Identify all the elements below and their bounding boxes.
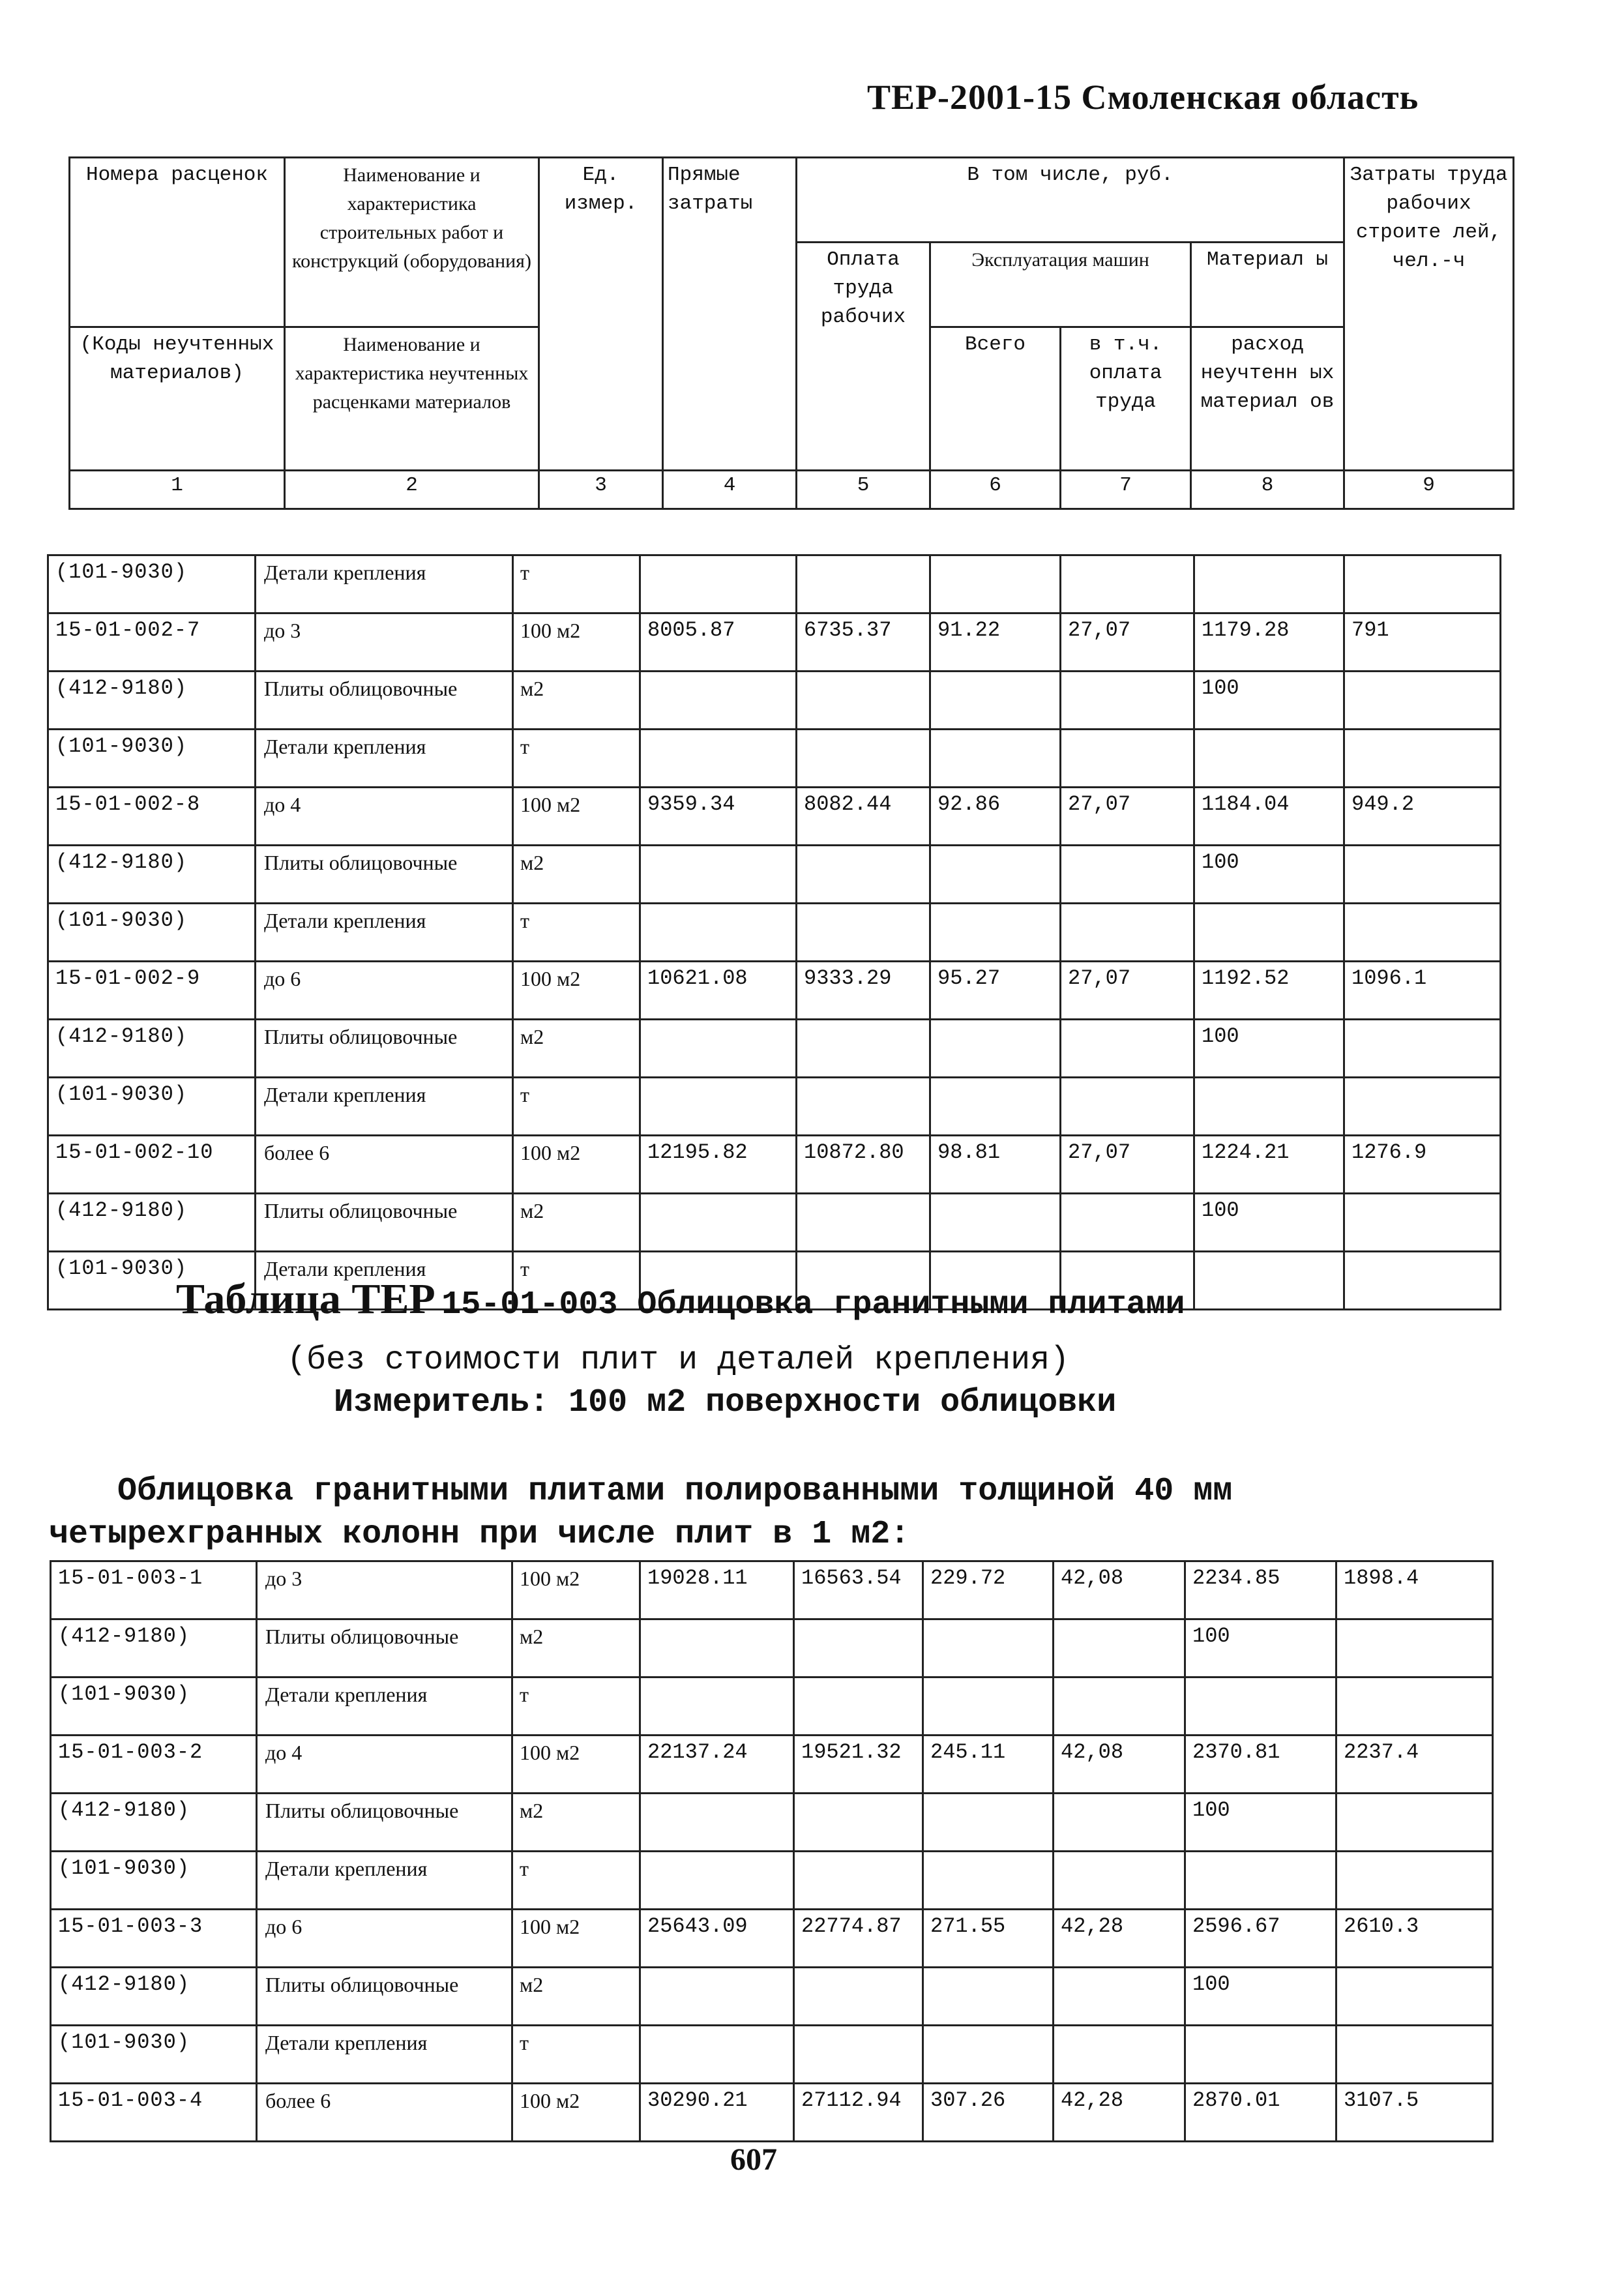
table-cell-col5: 16563.54 [794, 1561, 923, 1619]
table-cell-col4: 12195.82 [640, 1136, 797, 1194]
table-cell-col5: 10872.80 [797, 1136, 930, 1194]
table-cell-col1: (101-9030) [51, 2026, 257, 2084]
table-cell-col3: т [513, 730, 640, 788]
table-cell-col3: м2 [513, 672, 640, 730]
table-cell-col7 [1061, 672, 1194, 730]
table-cell-col1: 15-01-003-1 [51, 1561, 257, 1619]
table-cell-col1: (412-9180) [48, 1194, 256, 1252]
table-cell-col5 [797, 1078, 930, 1136]
col-header-name: Наименование и характеристика строительных работ и конструкций (оборудования) [285, 158, 539, 327]
table-cell-col9 [1344, 672, 1501, 730]
col-number: 4 [663, 471, 797, 509]
col-number: 2 [285, 471, 539, 509]
table-cell-col8 [1185, 2026, 1336, 2084]
table-cell-col4 [640, 1194, 797, 1252]
table-cell-col3: м2 [513, 1194, 640, 1252]
table-cell-col9: 949.2 [1344, 788, 1501, 846]
table-cell-col1: (412-9180) [51, 1968, 257, 2026]
table-cell-col4 [640, 1020, 797, 1078]
table-cell-col7: 42,28 [1054, 1910, 1185, 1968]
col-header-labor-costs: Затраты труда рабочих строите лей, чел.-ч [1344, 158, 1514, 471]
table-cell-col3: м2 [513, 846, 640, 904]
table-cell-col5 [797, 1020, 930, 1078]
table-measure: Измеритель: 100 м2 поверхности облицовки [334, 1384, 1117, 1421]
table-cell-col2: Плиты облицовочные [256, 846, 513, 904]
table-cell-col8: 2596.67 [1185, 1910, 1336, 1968]
table-cell-col4: 25643.09 [640, 1910, 794, 1968]
table-cell-col6 [930, 1078, 1061, 1136]
table-cell-col3: м2 [512, 1968, 640, 2026]
table-cell-col8 [1185, 1852, 1336, 1910]
table-cell-col2: Детали крепления [256, 555, 513, 613]
page-number: 607 [730, 2142, 777, 2177]
table-cell-col4: 19028.11 [640, 1561, 794, 1619]
table-row [48, 555, 1501, 613]
table-cell-col3: 100 м2 [513, 962, 640, 1020]
table-cell-col6 [930, 1020, 1061, 1078]
section-heading-line2: четырехгранных колонн при числе плит в 1 м2: [49, 1516, 910, 1553]
table-cell-col9 [1336, 1852, 1493, 1910]
table-cell-col6 [923, 1968, 1054, 2026]
table-cell-col9 [1344, 1020, 1501, 1078]
table-cell-col7 [1054, 1968, 1185, 2026]
table-cell-col3: т [513, 555, 640, 613]
col-number: 9 [1344, 471, 1514, 509]
table-cell-col7: 27,07 [1061, 788, 1194, 846]
col-header-machines-wages: в т.ч. оплата труда [1061, 327, 1191, 471]
col-number: 5 [797, 471, 930, 509]
table-cell-col7 [1054, 2026, 1185, 2084]
table-cell-col9 [1344, 555, 1501, 613]
table-cell-col4 [640, 1678, 794, 1736]
table-cell-col9: 2610.3 [1336, 1910, 1493, 1968]
table-cell-col2: Детали крепления [256, 1252, 513, 1310]
table-cell-col4 [640, 846, 797, 904]
table-cell-col7 [1061, 1194, 1194, 1252]
table-cell-col7 [1061, 904, 1194, 962]
col-header-machines-total: Всего [930, 327, 1061, 471]
table-row [51, 1561, 1493, 1619]
table-cell-col6 [930, 904, 1061, 962]
table-cell-col6: 91.22 [930, 613, 1061, 672]
table-cell-col9: 1276.9 [1344, 1136, 1501, 1194]
table-cell-col7: 27,07 [1061, 962, 1194, 1020]
table-cell-col1: (101-9030) [48, 904, 256, 962]
table-cell-col5 [797, 672, 930, 730]
table-cell-col2: Детали крепления [256, 730, 513, 788]
table-cell-col7 [1061, 1020, 1194, 1078]
table-cell-col5 [797, 904, 930, 962]
table-cell-col3: т [513, 1252, 640, 1310]
table-cell-col9: 791 [1344, 613, 1501, 672]
table-cell-col3: 100 м2 [513, 1136, 640, 1194]
table-cell-col3: 100 м2 [513, 788, 640, 846]
table-cell-col7 [1054, 1852, 1185, 1910]
table-cell-col6 [923, 2026, 1054, 2084]
table-row [51, 1794, 1493, 1852]
table-row [48, 1194, 1501, 1252]
table-cell-col5: 6735.37 [797, 613, 930, 672]
table-cell-col9 [1344, 1252, 1501, 1310]
table-cell-col7: 42,08 [1054, 1736, 1185, 1794]
table-cell-col2: Детали крепления [257, 1852, 512, 1910]
table-cell-col3: 100 м2 [512, 1736, 640, 1794]
table-row [48, 730, 1501, 788]
table-cell-col7 [1054, 1678, 1185, 1736]
table-cell-col1: (412-9180) [48, 1020, 256, 1078]
table-cell-col2: до 6 [256, 962, 513, 1020]
table-cell-col6 [930, 730, 1061, 788]
table-cell-col9 [1344, 846, 1501, 904]
table-cell-col6: 92.86 [930, 788, 1061, 846]
table-cell-col2: Детали крепления [257, 1678, 512, 1736]
table-row [48, 904, 1501, 962]
table-cell-col3: 100 м2 [512, 1910, 640, 1968]
col-header-materials: Материал ы [1191, 243, 1344, 327]
table-cell-col7: 42,08 [1054, 1561, 1185, 1619]
table-cell-col5: 27112.94 [794, 2084, 923, 2142]
table-cell-col8: 100 [1185, 1794, 1336, 1852]
table-cell-col5 [797, 730, 930, 788]
table-title-label: Таблица ТЕР [176, 1275, 436, 1323]
table-cell-col2: до 6 [257, 1910, 512, 1968]
table-cell-col8: 100 [1194, 1194, 1344, 1252]
table-cell-col3: т [512, 1678, 640, 1736]
col-number: 6 [930, 471, 1061, 509]
col-number: 8 [1191, 471, 1344, 509]
table-cell-col2: Детали крепления [257, 2026, 512, 2084]
table-cell-col8: 1184.04 [1194, 788, 1344, 846]
table-cell-col3: м2 [513, 1020, 640, 1078]
table-cell-col4 [640, 904, 797, 962]
table-cell-col5 [797, 846, 930, 904]
page-header-title: ТЕР-2001-15 Смоленская область [867, 78, 1419, 117]
table-cell-col1: 15-01-002-7 [48, 613, 256, 672]
column-header-table [68, 156, 1514, 510]
table-row [51, 1619, 1493, 1678]
table-cell-col4 [640, 1619, 794, 1678]
table-row [48, 1136, 1501, 1194]
table-row [51, 1968, 1493, 2026]
table-cell-col4 [640, 1794, 794, 1852]
table-cell-col6 [930, 555, 1061, 613]
table-cell-col3: 100 м2 [513, 613, 640, 672]
col-number: 3 [539, 471, 663, 509]
rates-table-15-01-002 [47, 554, 1501, 1310]
table-cell-col2: до 4 [257, 1736, 512, 1794]
table-cell-col6 [930, 1194, 1061, 1252]
table-cell-col6 [923, 1794, 1054, 1852]
table-cell-col4 [640, 1078, 797, 1136]
table-cell-col9 [1336, 1678, 1493, 1736]
table-cell-col8: 2870.01 [1185, 2084, 1336, 2142]
table-row [48, 788, 1501, 846]
table-cell-col8 [1194, 1252, 1344, 1310]
table-cell-col8 [1194, 904, 1344, 962]
table-cell-col4: 22137.24 [640, 1736, 794, 1794]
table-row [51, 1678, 1493, 1736]
table-cell-col6 [930, 846, 1061, 904]
col-header-codes: Номера расценок [70, 158, 285, 327]
table-cell-col1: (412-9180) [51, 1619, 257, 1678]
table-cell-col8 [1185, 1678, 1336, 1736]
table-cell-col8: 100 [1194, 672, 1344, 730]
table-cell-col1: 15-01-002-10 [48, 1136, 256, 1194]
col-header-unaccounted-name: Наименование и характеристика неучтенных расценками материалов [285, 327, 539, 471]
table-cell-col7: 42,28 [1054, 2084, 1185, 2142]
table-cell-col3: т [512, 1852, 640, 1910]
table-cell-col5: 22774.87 [794, 1910, 923, 1968]
table-cell-col7 [1054, 1619, 1185, 1678]
table-cell-col1: (412-9180) [48, 846, 256, 904]
table-cell-col3: т [512, 2026, 640, 2084]
table-cell-col5 [794, 1619, 923, 1678]
col-header-unaccounted-consumption: расход неучтенн ых материал ов [1191, 327, 1344, 471]
table-cell-col2: Плиты облицовочные [256, 1194, 513, 1252]
table-cell-col8: 100 [1194, 846, 1344, 904]
table-cell-col5: 8082.44 [797, 788, 930, 846]
table-cell-col5 [797, 1194, 930, 1252]
table-cell-col3: м2 [512, 1794, 640, 1852]
table-cell-col2: более 6 [256, 1136, 513, 1194]
table-cell-col5 [794, 1852, 923, 1910]
col-header-unaccounted-codes: (Коды неучтенных материалов) [70, 327, 285, 471]
table-cell-col9 [1336, 1619, 1493, 1678]
table-cell-col4 [640, 2026, 794, 2084]
table-cell-col8: 1179.28 [1194, 613, 1344, 672]
table-cell-col6: 95.27 [930, 962, 1061, 1020]
table-cell-col1: (101-9030) [48, 1252, 256, 1310]
table-cell-col7 [1061, 730, 1194, 788]
table-cell-col8: 100 [1194, 1020, 1344, 1078]
table-cell-col7 [1061, 1078, 1194, 1136]
table-cell-col3: 100 м2 [512, 2084, 640, 2142]
table-row [48, 1078, 1501, 1136]
table-cell-col2: до 3 [257, 1561, 512, 1619]
table-cell-col1: (101-9030) [48, 730, 256, 788]
table-row [48, 846, 1501, 904]
table-cell-col8: 2234.85 [1185, 1561, 1336, 1619]
table-cell-col4: 9359.34 [640, 788, 797, 846]
table-cell-col9 [1336, 2026, 1493, 2084]
table-cell-col2: до 4 [256, 788, 513, 846]
table-cell-col2: до 3 [256, 613, 513, 672]
table-cell-col6 [923, 1619, 1054, 1678]
table-cell-col8: 1192.52 [1194, 962, 1344, 1020]
table-cell-col4: 30290.21 [640, 2084, 794, 2142]
table-row [48, 962, 1501, 1020]
rates-table-15-01-003 [50, 1560, 1494, 2142]
table-cell-col2: Плиты облицовочные [257, 1794, 512, 1852]
table-cell-col1: 15-01-003-3 [51, 1910, 257, 1968]
col-header-including: В том числе, руб. [797, 158, 1344, 243]
table-cell-col4: 10621.08 [640, 962, 797, 1020]
table-row [51, 1852, 1493, 1910]
table-cell-col4 [640, 1852, 794, 1910]
table-row [51, 2026, 1493, 2084]
table-cell-col3: т [513, 904, 640, 962]
table-cell-col8: 2370.81 [1185, 1736, 1336, 1794]
table-cell-col4 [640, 555, 797, 613]
table-cell-col8: 1224.21 [1194, 1136, 1344, 1194]
table-cell-col7: 27,07 [1061, 1136, 1194, 1194]
table-cell-col1: 15-01-003-2 [51, 1736, 257, 1794]
table-cell-col1: (101-9030) [48, 555, 256, 613]
table-cell-col5: 9333.29 [797, 962, 930, 1020]
table-cell-col1: 15-01-002-8 [48, 788, 256, 846]
table-row [51, 1736, 1493, 1794]
table-cell-col5 [794, 1678, 923, 1736]
table-cell-col2: Детали крепления [256, 904, 513, 962]
table-cell-col4 [640, 672, 797, 730]
table-cell-col5 [794, 2026, 923, 2084]
table-cell-col1: 15-01-002-9 [48, 962, 256, 1020]
table-cell-col5 [794, 1968, 923, 2026]
table-title-code-name: 15-01-003 Облицовка гранитными плитами [441, 1286, 1185, 1323]
table-cell-col4: 8005.87 [640, 613, 797, 672]
table-cell-col9 [1336, 1968, 1493, 2026]
table-cell-col7 [1061, 846, 1194, 904]
table-cell-col1: 15-01-003-4 [51, 2084, 257, 2142]
table-cell-col5: 19521.32 [794, 1736, 923, 1794]
table-cell-col4 [640, 730, 797, 788]
table-cell-col7: 27,07 [1061, 613, 1194, 672]
table-cell-col1: (101-9030) [51, 1678, 257, 1736]
col-number: 7 [1061, 471, 1191, 509]
table-cell-col6: 98.81 [930, 1136, 1061, 1194]
table-cell-col7 [1054, 1794, 1185, 1852]
table-cell-col2: Плиты облицовочные [256, 672, 513, 730]
table-cell-col9 [1344, 1194, 1501, 1252]
table-cell-col3: 100 м2 [512, 1561, 640, 1619]
table-cell-col2: Плиты облицовочные [257, 1619, 512, 1678]
table-cell-col2: Плиты облицовочные [257, 1968, 512, 2026]
table-cell-col9: 2237.4 [1336, 1736, 1493, 1794]
table-cell-col8: 100 [1185, 1619, 1336, 1678]
table-cell-col3: м2 [512, 1619, 640, 1678]
table-cell-col5 [794, 1794, 923, 1852]
col-header-wages: Оплата труда рабочих [797, 243, 930, 471]
table-cell-col1: (101-9030) [51, 1852, 257, 1910]
table-cell-col6: 307.26 [923, 2084, 1054, 2142]
table-row [48, 613, 1501, 672]
table-cell-col9 [1336, 1794, 1493, 1852]
table-cell-col1: (412-9180) [48, 672, 256, 730]
table-row [48, 1020, 1501, 1078]
table-cell-col8: 100 [1185, 1968, 1336, 2026]
col-header-unit: Ед. измер. [539, 158, 663, 471]
table-cell-col8 [1194, 1078, 1344, 1136]
table-cell-col6 [923, 1678, 1054, 1736]
table-cell-col2: более 6 [257, 2084, 512, 2142]
table-cell-col7 [1061, 555, 1194, 613]
table-cell-col4 [640, 1968, 794, 2026]
table-cell-col9: 1898.4 [1336, 1561, 1493, 1619]
table-cell-col9: 3107.5 [1336, 2084, 1493, 2142]
table-cell-col6: 245.11 [923, 1736, 1054, 1794]
table-row [51, 2084, 1493, 2142]
table-cell-col3: т [513, 1078, 640, 1136]
table-cell-col6: 229.72 [923, 1561, 1054, 1619]
table-cell-col2: Плиты облицовочные [256, 1020, 513, 1078]
table-cell-col1: (101-9030) [48, 1078, 256, 1136]
table-cell-col6 [923, 1852, 1054, 1910]
col-number: 1 [70, 471, 285, 509]
table-cell-col9: 1096.1 [1344, 962, 1501, 1020]
table-cell-col5 [797, 555, 930, 613]
table-cell-col9 [1344, 1078, 1501, 1136]
table-cell-col6: 271.55 [923, 1910, 1054, 1968]
table-cell-col9 [1344, 904, 1501, 962]
table-cell-col8 [1194, 555, 1344, 613]
section-heading-line1: Облицовка гранитными плитами полированными толщиной 40 мм [117, 1473, 1233, 1510]
table-subtitle: (без стоимости плит и деталей крепления) [287, 1342, 1070, 1379]
section-heading [49, 1470, 1233, 1556]
table-cell-col9 [1344, 730, 1501, 788]
table-cell-col1: (412-9180) [51, 1794, 257, 1852]
col-header-direct-costs: Прямые затраты [663, 158, 797, 471]
col-header-machines: Эксплуатация машин [930, 243, 1191, 327]
table-cell-col8 [1194, 730, 1344, 788]
table-cell-col2: Детали крепления [256, 1078, 513, 1136]
table-row [48, 672, 1501, 730]
table-title [176, 1275, 1185, 1324]
table-cell-col6 [930, 672, 1061, 730]
table-row [51, 1910, 1493, 1968]
